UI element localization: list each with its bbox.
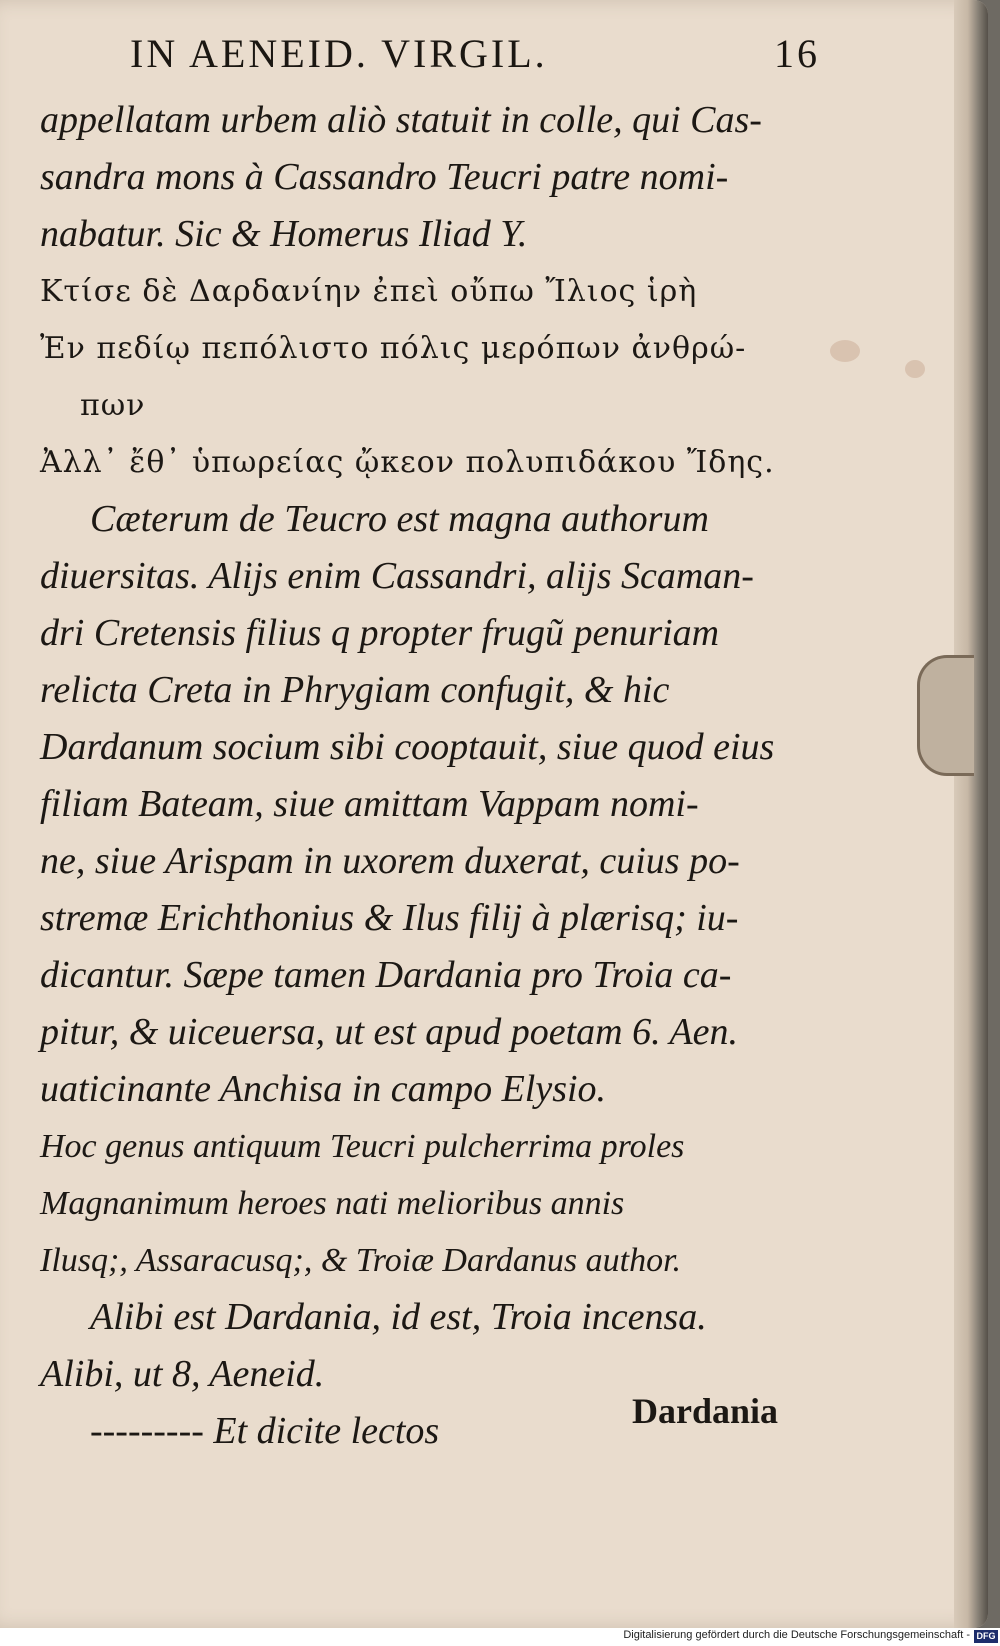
verse-line: Hoc genus antiquum Teucri pulcherrima proles bbox=[40, 1128, 685, 1165]
stain bbox=[830, 340, 860, 362]
text-line: dicantur. Sæpe tamen Dardania pro Troia ca- bbox=[40, 954, 732, 996]
greek-line: Κτίσε δὲ Δαρδανίην ἐπεὶ οὔπω Ἴλιος ἱρὴ bbox=[40, 274, 698, 309]
dfg-logo: DFG bbox=[974, 1630, 998, 1643]
page-number: 16 bbox=[774, 31, 820, 76]
text-line: stremæ Erichthonius & Ilus filij à plærisq; iu- bbox=[40, 897, 739, 939]
page-edge bbox=[954, 0, 988, 1628]
text-line: ne, siue Arispam in uxorem duxerat, cuius po- bbox=[40, 840, 740, 882]
stain bbox=[905, 360, 925, 378]
running-title: IN AENEID. VIRGIL. bbox=[130, 31, 548, 76]
text-line: appellatam urbem aliò statuit in colle, qui Cas- bbox=[40, 99, 762, 141]
verse-line: Ilusq;, Assaracusq;, & Troiæ Dardanus author. bbox=[40, 1242, 682, 1279]
text-block bbox=[40, 92, 815, 1460]
text-line: pitur, & uiceuersa, ut est apud poetam 6. Aen. bbox=[40, 1011, 739, 1053]
text-line: Dardanum socium sibi cooptauit, siue quod eius bbox=[40, 726, 775, 768]
text-line: diuersitas. Alijs enim Cassandri, alijs Scaman- bbox=[40, 555, 754, 597]
text-line: Alibi est Dardania, id est, Troia incensa. bbox=[90, 1296, 707, 1338]
funding-credit: Digitalisierung gefördert durch die Deutsche Forschungsgemeinschaft - bbox=[623, 1629, 970, 1641]
text-line: filiam Bateam, siue amittam Vappam nomi- bbox=[40, 783, 699, 825]
text-line: Alibi, ut 8, Aeneid. bbox=[40, 1353, 325, 1395]
greek-line: Ἀλλ᾽ ἔθ᾽ ὑπωρείας ᾤκεον πολυπιδάκου Ἴδης. bbox=[40, 445, 775, 480]
footer-bar bbox=[0, 1628, 1000, 1646]
text-line: dri Cretensis filius q propter frugũ penuriam bbox=[40, 612, 720, 654]
book-clasp bbox=[917, 655, 974, 776]
text-line: uaticinante Anchisa in campo Elysio. bbox=[40, 1068, 607, 1110]
greek-line: Ἐν πεδίῳ πεπόλιστο πόλις μερόπων ἀνθρώ- bbox=[40, 331, 747, 366]
text-line: relicta Creta in Phrygiam confugit, & hic bbox=[40, 669, 670, 711]
text-line: nabatur. Sic & Homerus Iliad Y. bbox=[40, 213, 528, 255]
verse-line: Magnanimum heroes nati melioribus annis bbox=[40, 1185, 625, 1222]
greek-line: πων bbox=[80, 388, 146, 423]
text-line: Cæterum de Teucro est magna authorum bbox=[90, 498, 709, 540]
running-head bbox=[130, 30, 820, 78]
text-line: sandra mons à Cassandro Teucri patre nomi- bbox=[40, 156, 729, 198]
catchword: Dardania bbox=[631, 1391, 778, 1431]
verse-quote-line: --------- Et dicite lectos bbox=[90, 1410, 440, 1452]
